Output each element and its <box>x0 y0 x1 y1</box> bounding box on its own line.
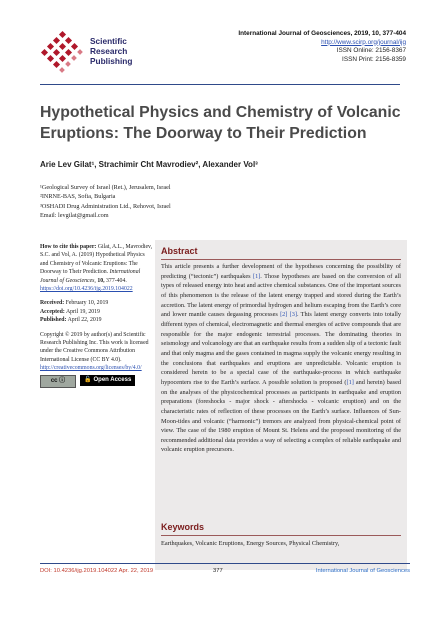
received-date: February 10, 2019 <box>65 300 109 307</box>
abstract-text-1: This article presents a further development of the hypotheses concerning the possibility of predicting (“tectonic”) earthquakes <box>161 263 401 280</box>
issn-print: ISSN Print: 2156-8359 <box>342 55 406 63</box>
open-lock-icon: 🔓 <box>84 376 92 383</box>
dates <box>40 299 152 324</box>
license-badges <box>40 375 152 388</box>
reference-link[interactable]: [1] <box>346 378 354 386</box>
received-label: Received: <box>40 300 65 307</box>
page-number: 377 <box>213 568 223 574</box>
article-title: Hypothetical Physics and Chemistry of Volcanic Eruptions: The Doorway to Their Prediction <box>40 104 401 142</box>
cite-label: How to cite this paper: <box>40 244 97 250</box>
affiliation-1: ¹Geological Survey of Israel (Ret.), Jerusalem, Israel <box>40 184 171 191</box>
doi-link[interactable]: https://doi.org/10.4236/ijg.2019.104022 <box>40 286 133 293</box>
footer-divider <box>40 563 410 564</box>
cite-pages: 377-404. <box>106 277 127 284</box>
cite-volume: 10, <box>97 277 105 284</box>
journal-citation: International Journal of Geosciences, 2019, 10, 377-404 <box>238 30 406 37</box>
author-email: Email: levgilat@gmail.com <box>40 212 109 220</box>
footer-journal: International Journal of Geosciences <box>315 568 410 574</box>
cite-journal: International Journal of Geosciences, <box>40 269 141 284</box>
how-to-cite <box>40 243 152 293</box>
reference-link[interactable]: [2] [3] <box>280 311 297 319</box>
abstract-heading: Abstract <box>161 246 198 256</box>
affiliation-3: ³OSHADI Drug Administration Ltd., Rehovot, Israel <box>40 202 171 210</box>
published-date: April 22, 2019 <box>67 317 102 324</box>
reference-link[interactable]: [1] <box>252 272 261 280</box>
open-access-label: Open Access <box>93 376 132 383</box>
keywords-divider <box>161 535 401 536</box>
affiliations <box>40 183 171 221</box>
cite-body: Gilat, A.L., Mavrodiev, S.C. and Vol, A. (2019) Hypothetical Physics and Chemistry of Volcanic Eruptions: The Doorway to Their Prediction. <box>40 244 153 276</box>
accepted-label: Accepted: <box>40 308 65 315</box>
abstract-text-2: . Those hypotheses are based on the conversion of all types of released energy into heat and active chemical substances. One of the important sources of this phenomenon is the release of the latent energy trapped and stored during the Earth’s accretion. The latent energy of primordial hydrogen and helium escaping from the Earth’s core and lower mantle causes degassing processes <box>161 272 401 319</box>
publisher-line-2: Research <box>90 46 128 57</box>
publisher-line-3: Publishing <box>90 56 133 67</box>
abstract-text-4: and herein) based on the analyses of the physicochemical processes as participants in earthquake and eruption preparations (foreshocks - major shock - aftershocks - volcanic eruption) and on the characteristic rates of reflection of these processes on the Earth’s surface. Influences of Sun-Moon-tides and volcanic (“harmonic”) tremors are analyzed from physical-chemical point of view. The case of the 1980 eruption of Mount St. Helens and the proposed monitoring of the recommended additional data provides a way of selecting a complex of reliable earthquake and volcanic eruption precursors. <box>161 378 401 454</box>
published-label: Published: <box>40 317 67 324</box>
issn-online: ISSN Online: 2156-8367 <box>336 47 406 55</box>
keywords-text: Earthquakes, Volcanic Eruptions, Energy Sources, Physical Chemistry, <box>161 540 340 547</box>
cc-by-badge-icon[interactable]: cc ⓘ <box>40 375 76 388</box>
abstract-body <box>161 262 401 455</box>
footer-doi: DOI: 10.4236/ijg.2019.104022 Apr. 22, 2019 <box>40 568 154 574</box>
publisher-line-1: Scientific <box>90 36 127 46</box>
license-link[interactable]: http://creativecommons.org/licenses/by/4.0/ <box>40 365 142 372</box>
publisher-name <box>90 36 132 67</box>
copyright <box>40 331 152 373</box>
abstract-divider <box>161 259 401 260</box>
header-divider <box>40 84 400 85</box>
article-authors: Arie Lev Gilat¹, Strachimir Cht Mavrodiev², Alexander Vol³ <box>40 160 258 169</box>
affiliation-2: ²INRNE-BAS, Sofia, Bulgaria <box>40 193 116 201</box>
open-access-badge <box>80 375 135 386</box>
abstract-text-3: . This latent energy converts into totally different types of chemical, electromagnetic and thermal energies of active compounds that are responsible for the major endogenic terrestrial processes. The dominating theories in seismology and volcanology are that an earthquake results from a sudden slip of a tectonic fault and that only magma and the gases contained in magma supply the volcanic energy resulting in the conclusions that earthquakes and eruptions are unpredictable. Volcanic eruption is considered herein to be a special case of the earthquake-process in which earthquake hypocenters rise to the Earth’s surface. A possible solution is proposed ( <box>161 311 401 386</box>
keywords-heading: Keywords <box>161 522 205 532</box>
journal-url-link[interactable]: http://www.scirp.org/journal/ijg <box>321 38 406 46</box>
copyright-text: Copyright © 2019 by author(s) and Scientific Research Publishing Inc. This work is licensed under the Creative Commons Attribution International License (CC BY 4.0). <box>40 331 149 363</box>
article-sidebar <box>40 243 152 388</box>
journal-info <box>238 30 406 64</box>
accepted-date: April 19, 2019 <box>65 308 100 315</box>
scirp-logo <box>40 30 86 76</box>
